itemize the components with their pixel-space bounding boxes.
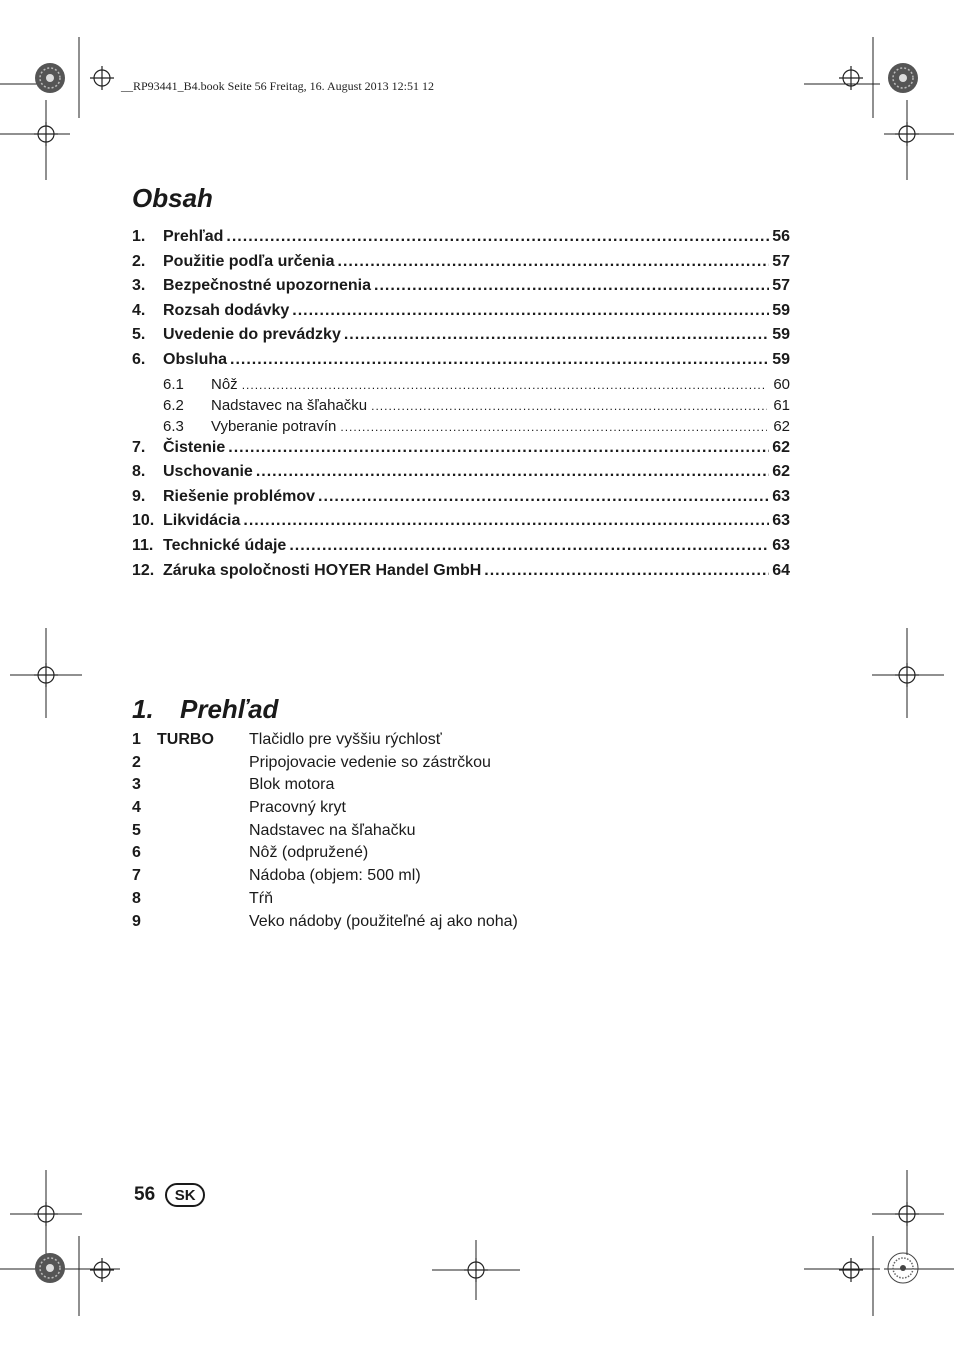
toc-entry-title: Uschovanie (163, 463, 253, 481)
part-description: Nadstavec na šľahačku (249, 821, 416, 839)
toc-leader-dots (226, 228, 769, 246)
part-number: 5 (132, 821, 141, 839)
part-number: 9 (132, 912, 141, 930)
toc-entry-title: Rozsah dodávky (163, 301, 290, 319)
toc-subentry[interactable] (132, 418, 790, 439)
toc-leader-dots (230, 351, 769, 369)
language-badge: SK (165, 1183, 205, 1207)
part-number: 4 (132, 799, 141, 817)
toc-subentry-title: Vyberanie potravín (211, 417, 337, 435)
part-item (132, 754, 732, 777)
part-description: Pracovný kryt (249, 799, 346, 817)
part-number: 6 (132, 844, 141, 862)
part-number: 7 (132, 867, 141, 885)
toc-entry[interactable] (132, 512, 790, 537)
toc-entry-number: 9. (132, 487, 146, 505)
toc-entry-page: 63 (772, 536, 790, 554)
part-item (132, 913, 732, 936)
part-item (132, 844, 732, 867)
page-footer (134, 1183, 205, 1207)
toc-subentry-number: 6.3 (163, 417, 184, 435)
print-file-info: __RP93441_B4.book Seite 56 Freitag, 16. August 2013 12:51 12 (121, 79, 435, 93)
part-description: Nádoba (objem: 500 ml) (249, 867, 421, 885)
toc-entry[interactable] (132, 326, 790, 351)
toc-leader-dots (374, 277, 769, 295)
section-title: Prehľad (180, 694, 279, 724)
toc-entry-page: 57 (772, 277, 790, 295)
part-description: Blok motora (249, 776, 335, 794)
toc-entry[interactable] (132, 562, 790, 587)
toc-entry[interactable] (132, 463, 790, 488)
toc-entry-page: 64 (772, 561, 790, 579)
toc-entry-title: Uvedenie do prevádzky (163, 326, 341, 344)
toc-subentry-title: Nadstavec na šľahačku (211, 396, 368, 414)
toc-entry-page: 63 (772, 487, 790, 505)
toc-entry-number: 10. (132, 512, 155, 530)
toc-entry-number: 6. (132, 350, 146, 368)
part-number: 8 (132, 889, 141, 907)
toc-entry-title: Záruka spoločnosti HOYER Handel GmbH (163, 561, 482, 579)
toc-leader-dots (289, 537, 769, 555)
toc-entry-title: Technické údaje (163, 536, 287, 554)
part-item (132, 799, 732, 822)
toc-entry[interactable] (132, 302, 790, 327)
toc-subentry-number: 6.2 (163, 396, 184, 414)
toc-leader-dots (242, 378, 768, 392)
toc-entry-page: 63 (772, 512, 790, 530)
section-number: 1. (132, 694, 154, 724)
toc-entry[interactable] (132, 439, 790, 464)
part-tag: TURBO (157, 731, 214, 748)
toc-entry-number: 12. (132, 561, 155, 579)
toc-entry-number: 4. (132, 301, 146, 319)
toc-heading: Obsah (132, 183, 213, 213)
part-description: Nôž (odpružené) (249, 844, 369, 862)
part-description: Pripojovacie vedenie so zástrčkou (249, 753, 491, 771)
part-description: Veko nádoby (použiteľné aj ako noha) (249, 912, 518, 930)
toc-entry-title: Riešenie problémov (163, 487, 316, 505)
toc-entry-number: 2. (132, 252, 146, 270)
toc-entry-page: 57 (772, 252, 790, 270)
toc-entry-number: 3. (132, 277, 146, 295)
toc-entry[interactable] (132, 253, 790, 278)
toc-entry-page: 56 (772, 228, 790, 245)
toc-entry-page: 62 (772, 463, 790, 481)
toc-entry-title: Použitie podľa určenia (163, 252, 335, 270)
toc-entry[interactable] (132, 228, 790, 253)
toc-leader-dots (484, 562, 769, 580)
toc-leader-dots (292, 302, 769, 320)
toc-entry-title: Bezpečnostné upozornenia (163, 277, 372, 295)
toc-entry-page: 59 (772, 350, 790, 368)
toc-leader-dots (338, 253, 770, 271)
toc-entry-title: Prehľad (163, 228, 224, 245)
toc-entry-title: Likvidácia (163, 512, 241, 530)
toc-subentry-title: Nôž (211, 375, 238, 393)
table-of-contents (132, 228, 790, 586)
toc-subentry-page: 62 (773, 417, 790, 435)
toc-leader-dots (228, 439, 769, 457)
toc-entry-page: 59 (772, 301, 790, 319)
toc-entry-number: 11. (132, 536, 154, 554)
toc-entry-number: 8. (132, 463, 146, 481)
toc-entry[interactable] (132, 277, 790, 302)
toc-entry-title: Obsluha (163, 350, 228, 368)
part-item (132, 867, 732, 890)
part-number: 2 (132, 753, 141, 771)
section-heading-overview (132, 694, 278, 725)
toc-leader-dots (371, 399, 767, 413)
part-description: Tŕň (249, 889, 273, 907)
page-number: 56 (134, 1184, 156, 1205)
parts-list (132, 731, 732, 935)
part-item (132, 731, 732, 754)
toc-entry-number: 7. (132, 438, 146, 456)
toc-leader-dots (340, 420, 767, 434)
toc-entry-page: 59 (772, 326, 790, 344)
toc-leader-dots (344, 326, 769, 344)
part-number: 3 (132, 776, 141, 794)
part-description: Tlačidlo pre vyššiu rýchlosť (249, 731, 442, 748)
toc-entry-title: Čistenie (163, 438, 226, 456)
toc-subentry[interactable] (132, 397, 790, 418)
toc-entry-page: 62 (772, 438, 790, 456)
toc-leader-dots (318, 488, 769, 506)
toc-subentry[interactable] (132, 376, 790, 397)
toc-leader-dots (256, 463, 769, 481)
toc-entry[interactable] (132, 488, 790, 513)
part-number: 1 (132, 731, 141, 748)
toc-subentry-page: 61 (773, 396, 790, 414)
toc-leader-dots (243, 512, 769, 530)
toc-entry-number: 5. (132, 326, 146, 344)
part-item (132, 890, 732, 913)
toc-entry-number: 1. (132, 228, 146, 245)
toc-entry[interactable] (132, 351, 790, 376)
part-item (132, 776, 732, 799)
part-item (132, 822, 732, 845)
toc-subentry-page: 60 (773, 375, 790, 393)
toc-subentry-number: 6.1 (163, 375, 184, 393)
toc-entry[interactable] (132, 537, 790, 562)
